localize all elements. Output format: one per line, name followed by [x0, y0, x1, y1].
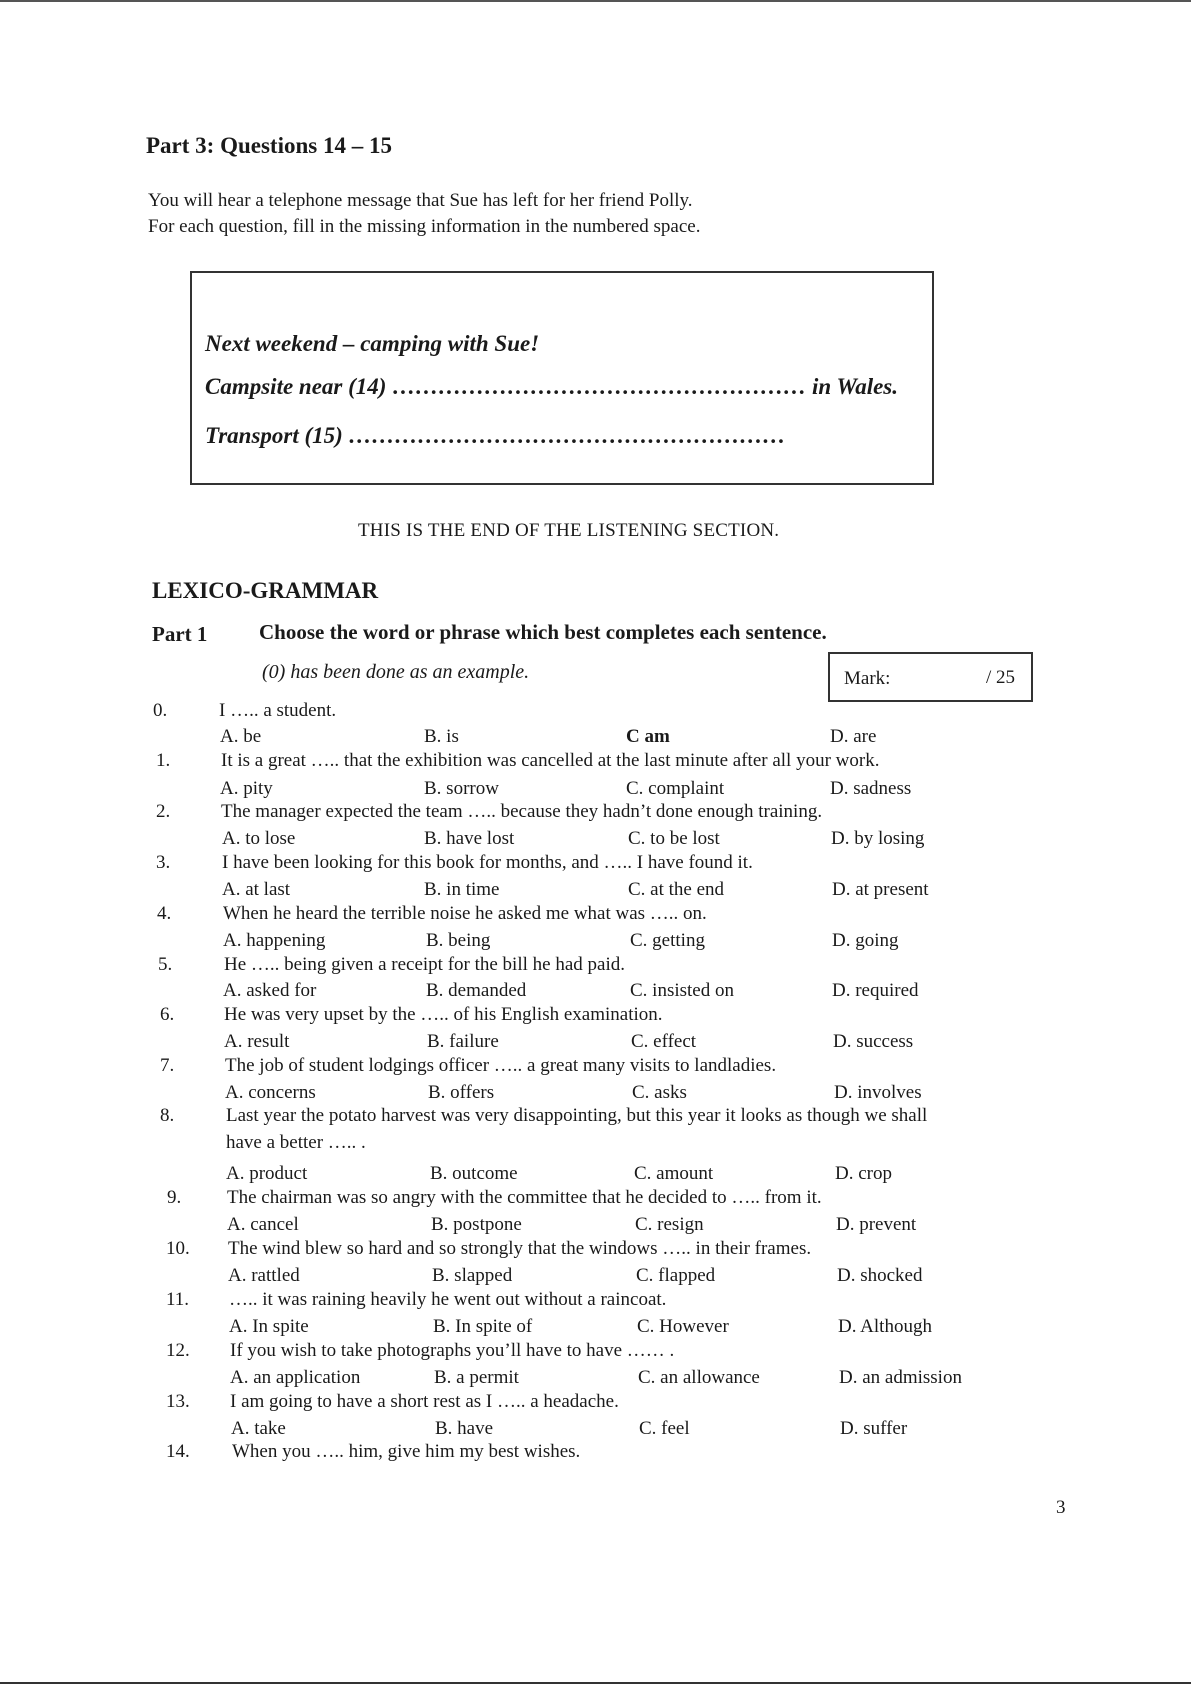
question-stem: ….. it was raining heavily he went out without a raincoat.	[229, 1289, 667, 1310]
answer-option: A. happening	[223, 930, 326, 951]
answer-option: C am	[626, 726, 670, 747]
answer-option: C. feel	[639, 1418, 690, 1439]
question-number: 11.	[166, 1289, 190, 1310]
question-number: 7.	[160, 1055, 175, 1076]
answer-option: D. Although	[838, 1316, 932, 1337]
answer-option: D. going	[832, 930, 899, 951]
answer-option: C. getting	[630, 930, 705, 951]
mark-label: Mark:	[844, 668, 891, 689]
answer-option: D. shocked	[837, 1265, 923, 1286]
part3-instruction-2: For each question, fill in the missing information in the numbered space.	[148, 216, 701, 237]
answer-option: B. sorrow	[424, 778, 499, 799]
question-stem: I have been looking for this book for months, and ….. I have found it.	[222, 852, 753, 873]
page-top-edge	[0, 0, 1191, 2]
mark-value: / 25	[985, 667, 1015, 688]
answer-option: B. in time	[424, 879, 500, 900]
end-of-listening-text: THIS IS THE END OF THE LISTENING SECTION.	[358, 520, 780, 541]
answer-option: C. However	[637, 1316, 729, 1337]
answer-option: A. product	[226, 1163, 308, 1184]
answer-option: D. sadness	[830, 778, 912, 799]
answer-option: D. success	[833, 1031, 914, 1052]
question-stem: The wind blew so hard and so strongly that the windows ….. in their frames.	[228, 1238, 812, 1259]
answer-option: A. be	[220, 726, 262, 747]
answer-option: A. result	[224, 1031, 290, 1052]
part3-title: Part 3: Questions 14 – 15	[146, 133, 392, 158]
question-stem-continued: have a better ….. .	[226, 1132, 366, 1153]
answer-option: A. at last	[222, 879, 291, 900]
part1-label: Part 1	[152, 622, 208, 646]
question-number: 13.	[166, 1391, 190, 1412]
answer-option: B. demanded	[426, 980, 527, 1001]
question-stem: It is a great ….. that the exhibition was cancelled at the last minute after all your work.	[221, 750, 880, 771]
part1-instruction: Choose the word or phrase which best completes each sentence.	[259, 620, 827, 644]
transport-line: Transport (15) …………………………………………………	[205, 423, 786, 448]
answer-option: D. crop	[835, 1163, 892, 1184]
answer-option: B. offers	[428, 1082, 495, 1103]
lexico-grammar-title: LEXICO-GRAMMAR	[152, 578, 379, 603]
answer-option: D. at present	[832, 879, 929, 900]
answer-option: B. In spite of	[433, 1316, 533, 1337]
question-stem: The job of student lodgings officer ….. a great many visits to landladies.	[225, 1055, 777, 1076]
answer-option: D. by losing	[831, 828, 925, 849]
answer-option: A. pity	[220, 778, 273, 799]
part3-instruction-1: You will hear a telephone message that Sue has left for her friend Polly.	[148, 190, 693, 211]
question-number: 2.	[156, 801, 171, 822]
question-number: 3.	[156, 852, 171, 873]
answer-option: B. a permit	[434, 1367, 519, 1388]
question-number: 1.	[156, 750, 171, 771]
answer-option: C. asks	[632, 1082, 687, 1103]
question-number: 5.	[158, 954, 173, 975]
question-number: 6.	[160, 1004, 175, 1025]
question-stem: When you ….. him, give him my best wishes.	[232, 1441, 581, 1462]
answer-option: C. flapped	[636, 1265, 716, 1286]
campsite-line: Campsite near (14) ……………………………………………… in Wales.	[205, 374, 898, 399]
answer-option: A. concerns	[225, 1082, 316, 1103]
question-stem: He ….. being given a receipt for the bill he had paid.	[224, 954, 625, 975]
question-stem: Last year the potato harvest was very disappointing, but this year it looks as though we shall	[226, 1105, 928, 1126]
answer-option: A. asked for	[223, 980, 317, 1001]
answer-option: B. is	[424, 726, 459, 747]
answer-option: D. involves	[834, 1082, 922, 1103]
question-number: 10.	[166, 1238, 190, 1259]
question-stem: The chairman was so angry with the committee that he decided to ….. from it.	[227, 1187, 822, 1208]
answer-option: D. are	[830, 726, 877, 747]
question-stem: He was very upset by the ….. of his English examination.	[224, 1004, 663, 1025]
question-number: 8.	[160, 1105, 175, 1126]
answer-option: B. outcome	[430, 1163, 518, 1184]
answer-option: A. an application	[230, 1367, 361, 1388]
answer-option: B. failure	[427, 1031, 499, 1052]
answer-option: B. being	[426, 930, 491, 951]
answer-option: A. take	[231, 1418, 286, 1439]
question-number: 9.	[167, 1187, 182, 1208]
answer-option: A. In spite	[229, 1316, 309, 1337]
question-stem: I ….. a student.	[219, 700, 337, 721]
answer-option: B. slapped	[432, 1265, 513, 1286]
question-stem: If you wish to take photographs you’ll have to have …… .	[230, 1340, 675, 1361]
question-number: 4.	[157, 903, 172, 924]
answer-option: A. to lose	[222, 828, 296, 849]
answer-option: C. to be lost	[628, 828, 720, 849]
question-stem: I am going to have a short rest as I ….. a headache.	[230, 1391, 619, 1412]
answer-option: A. cancel	[227, 1214, 299, 1235]
answer-option: B. have	[435, 1418, 494, 1439]
question-number: 12.	[166, 1340, 190, 1361]
question-stem: When he heard the terrible noise he asked me what was ….. on.	[223, 903, 707, 924]
answer-option: C. insisted on	[630, 980, 734, 1001]
answer-option: C. at the end	[628, 879, 725, 900]
question-stem: The manager expected the team ….. because they hadn’t done enough training.	[221, 801, 823, 822]
question-number: 14.	[166, 1441, 190, 1462]
answer-option: C. complaint	[626, 778, 725, 799]
answer-option: D. an admission	[839, 1367, 962, 1388]
answer-option: C. amount	[634, 1163, 714, 1184]
answer-option: D. suffer	[840, 1418, 908, 1439]
mark-box	[828, 652, 1033, 702]
answer-option: D. required	[832, 980, 919, 1001]
answer-option: B. have lost	[424, 828, 515, 849]
answer-option: C. resign	[635, 1214, 704, 1235]
message-heading: Next weekend – camping with Sue!	[205, 331, 540, 356]
answer-option: D. prevent	[836, 1214, 917, 1235]
page-number: 3	[1056, 1497, 1066, 1518]
answer-option: B. postpone	[431, 1214, 522, 1235]
answer-option: C. effect	[631, 1031, 697, 1052]
question-number: 0.	[153, 700, 168, 721]
answer-option: C. an allowance	[638, 1367, 760, 1388]
answer-option: A. rattled	[228, 1265, 300, 1286]
example-note: (0) has been done as an example.	[262, 661, 530, 683]
